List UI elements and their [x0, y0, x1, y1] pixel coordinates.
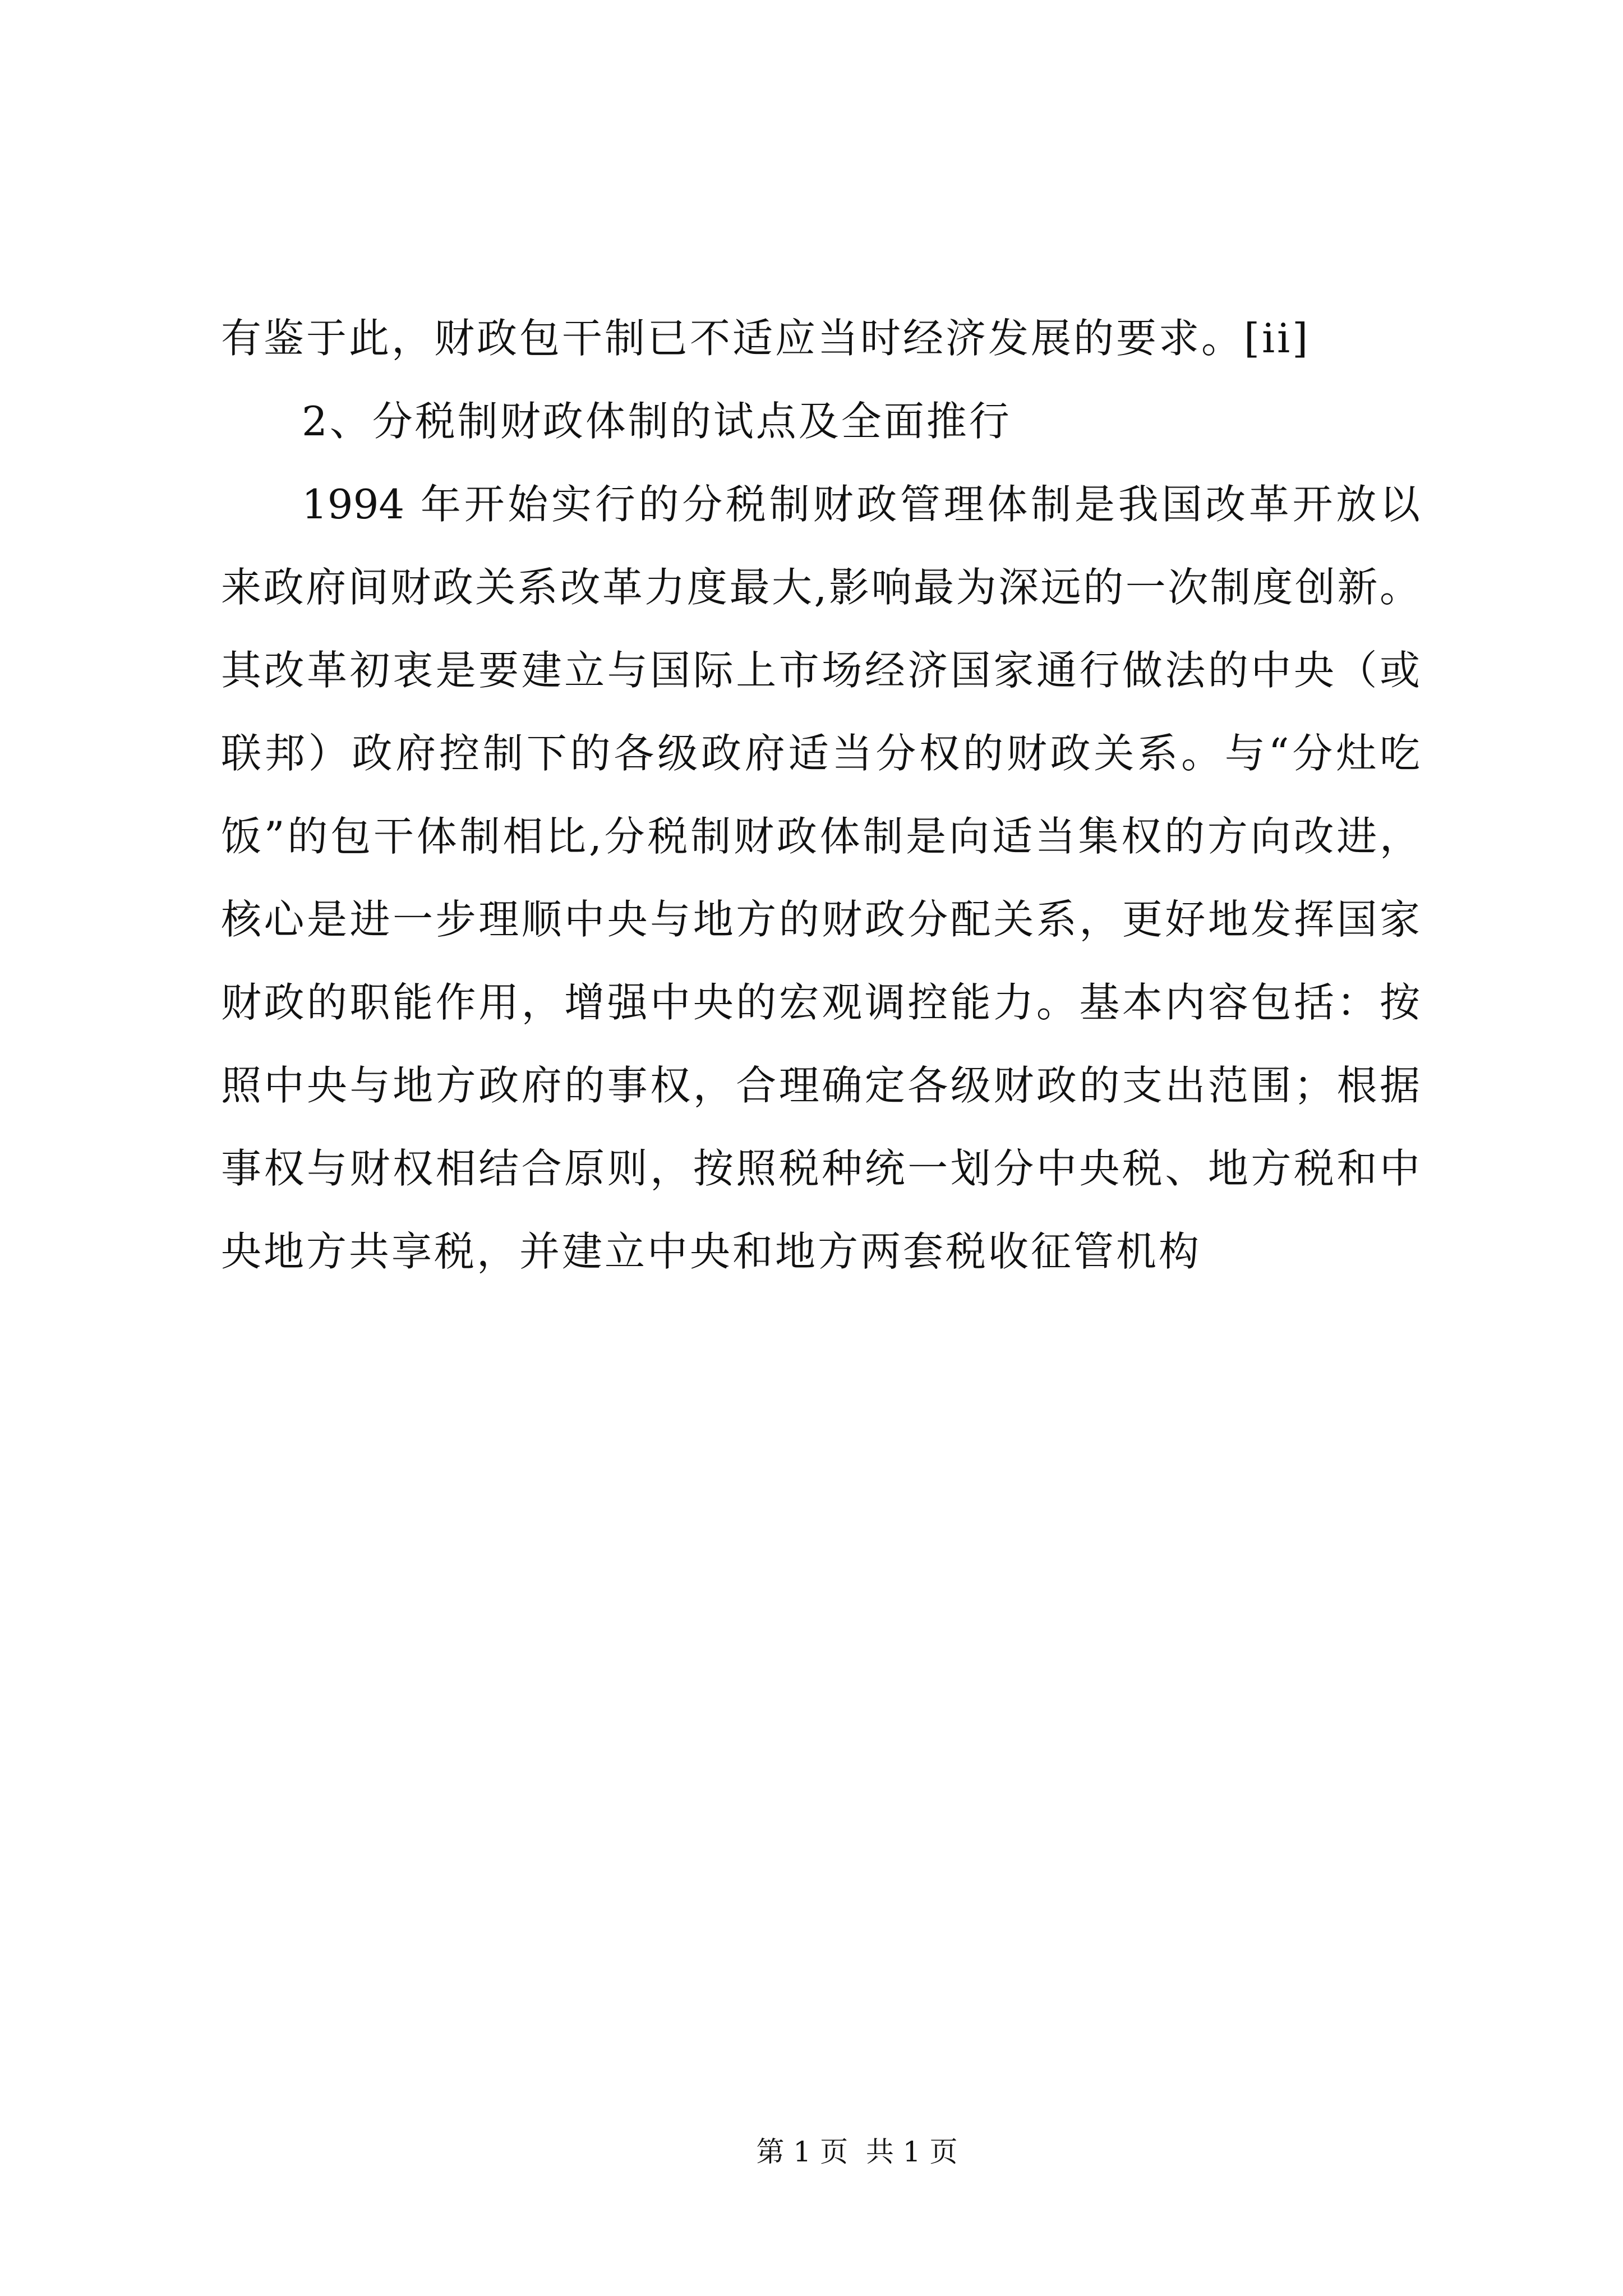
paragraph-line: 其改革初衷是要建立与国际上市场经济国家通行做法的中央（或 — [221, 647, 1420, 694]
continuation-text: 有鉴于此，财政包干制已不适应当时经济发展的要求。[ii] — [221, 315, 1311, 362]
paragraph-line: 事权与财权相结合原则，按照税种统一划分中央税、地方税和中 — [221, 1145, 1420, 1192]
paragraph-line: 1994 年开始实行的分税制财政管理体制是我国改革开放以 — [302, 481, 1420, 528]
paragraph-line: 来政府间财政关系改革力度最大,影响最为深远的一次制度创新。 — [221, 564, 1420, 611]
page-footer: 第 1 页 共 1 页 — [756, 2136, 958, 2168]
paragraph-line: 财政的职能作用，增强中央的宏观调控能力。基本内容包括：按 — [221, 979, 1420, 1026]
paragraph-line: 央地方共享税，并建立中央和地方两套税收征管机构 — [221, 1228, 1202, 1275]
paragraph-line: 饭”的包干体制相比,分税制财政体制是向适当集权的方向改进， — [221, 813, 1420, 860]
section-heading: 2、分税制财政体制的试点及全面推行 — [302, 398, 1012, 445]
paragraph-line: 照中央与地方政府的事权，合理确定各级财政的支出范围；根据 — [221, 1062, 1420, 1109]
paragraph-line: 联邦）政府控制下的各级政府适当分权的财政关系。与“分灶吃 — [221, 730, 1420, 777]
paragraph-line: 核心是进一步理顺中央与地方的财政分配关系，更好地发挥国家 — [221, 896, 1420, 943]
